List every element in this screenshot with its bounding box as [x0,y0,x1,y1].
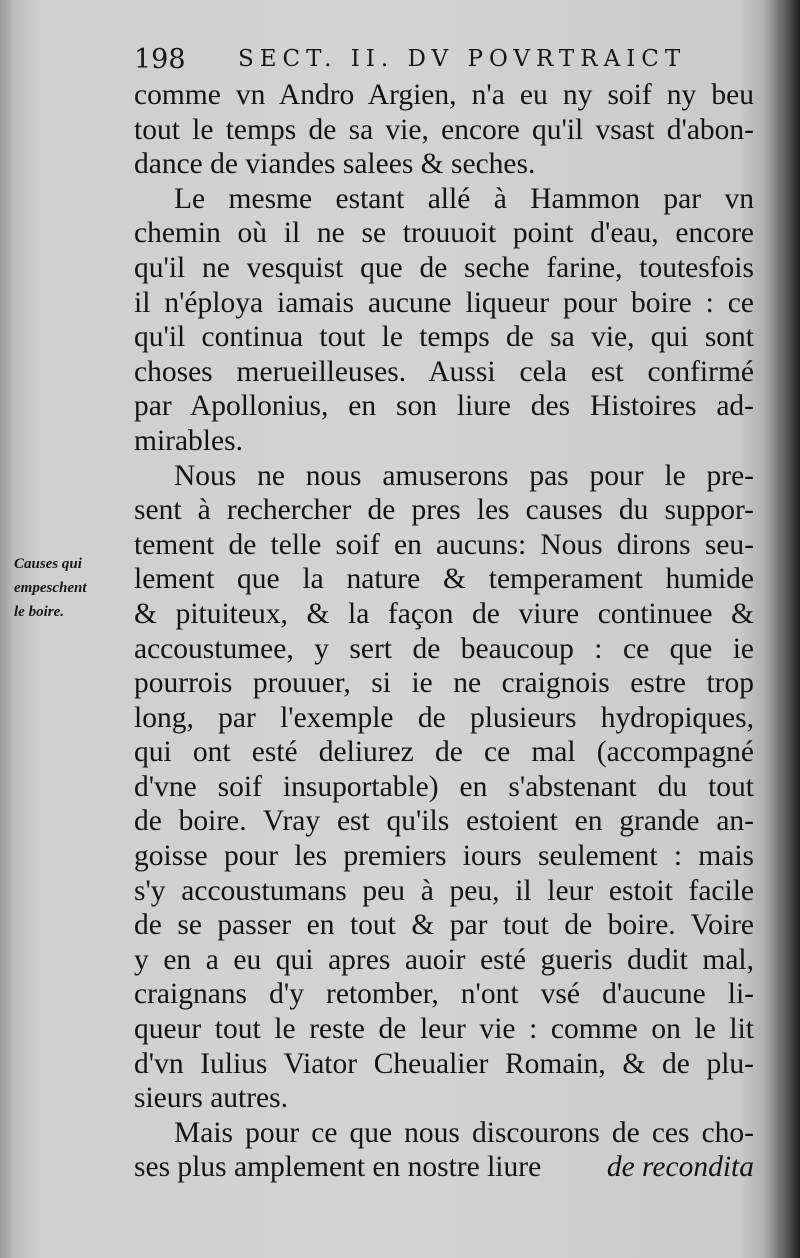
body-text [134,78,754,1185]
text-line-with-catchword [134,1150,754,1185]
page-number: 198 [134,44,186,75]
text-line: chemin où il ne se trouuoit point d'eau, encore [134,217,754,250]
margin-note-line: empeschent [14,580,87,596]
margin-note-line: Causes qui [14,556,82,572]
running-title: SECT. II. DV POVRTRAICT [238,46,687,72]
text-line: Le mesme estant allé à Hammon par vn [174,182,754,215]
text-line: craignans d'y retomber, n'ont vsé d'aucune li- [134,978,754,1011]
text-line: dance de viandes salees & seches. [134,148,536,181]
text-line: par Apollonius, en son liure des Histoires ad- [134,390,754,423]
text-line: & pituiteux, & la façon de viure continuee & [134,597,754,630]
text-line: Nous ne nous amuserons pas pour le pre- [174,459,754,492]
text-line: qui ont esté deliurez de ce mal (accompagné [134,736,754,769]
text-line: sent à rechercher de pres les causes du suppor- [134,494,754,527]
margin-note-line: le boire. [14,604,64,620]
text-line: s'y accoustumans peu à peu, il leur estoit facile [134,874,754,907]
text-line: comme vn Andro Argien, n'a eu ny soif ny beu [134,79,754,111]
text-line: y en a eu qui apres auoir esté gueris dudit mal, [134,943,754,976]
text-line: tout le temps de sa vie, encore qu'il vsast d'abon- [134,113,754,146]
text-line: d'vn Iulius Viator Cheualier Romain, & de plu- [134,1047,754,1080]
text-line: mirables. [134,424,243,457]
text-line: il n'éploya iamais aucune liqueur pour boire : ce [134,286,754,319]
text-line: d'vne soif insuportable) en s'abstenant du tout [134,770,754,803]
text-line: pourrois prouuer, si ie ne craignois estre trop [134,667,754,700]
text-line: goisse pour les premiers iours seulement : mais [134,840,754,873]
text-line: de boire. Vray est qu'ils estoient en grande an- [134,805,754,838]
page-gutter-shadow [764,0,800,1258]
text-line: qu'il continua tout le temps de sa vie, qui sont [134,321,754,354]
text-line: accoustumee, y sert de beaucoup : ce que ie [134,632,754,665]
text-line: de se passer en tout & par tout de boire. Voire [134,909,754,942]
text-line: sieurs autres. [134,1082,289,1115]
text-line: Mais pour ce que nous discourons de ces cho- [174,1116,754,1149]
text-line-final: ses plus amplement en nostre liure [134,1151,542,1184]
text-line: long, par l'exemple de plusieurs hydropiques, [134,701,754,734]
text-line: queur tout le reste de leur vie : comme on le lit [134,1013,754,1046]
catchword: de recondita [606,1151,754,1184]
margin-note [14,552,126,624]
text-line: qu'il ne vesquist que de seche farine, toutesfois [134,251,754,284]
text-line: choses merueilleuses. Aussi cela est confirmé [134,355,754,388]
text-line: lement que la nature & temperament humide [134,563,754,596]
text-line: tement de telle soif en aucuns: Nous dirons seu- [134,528,754,561]
